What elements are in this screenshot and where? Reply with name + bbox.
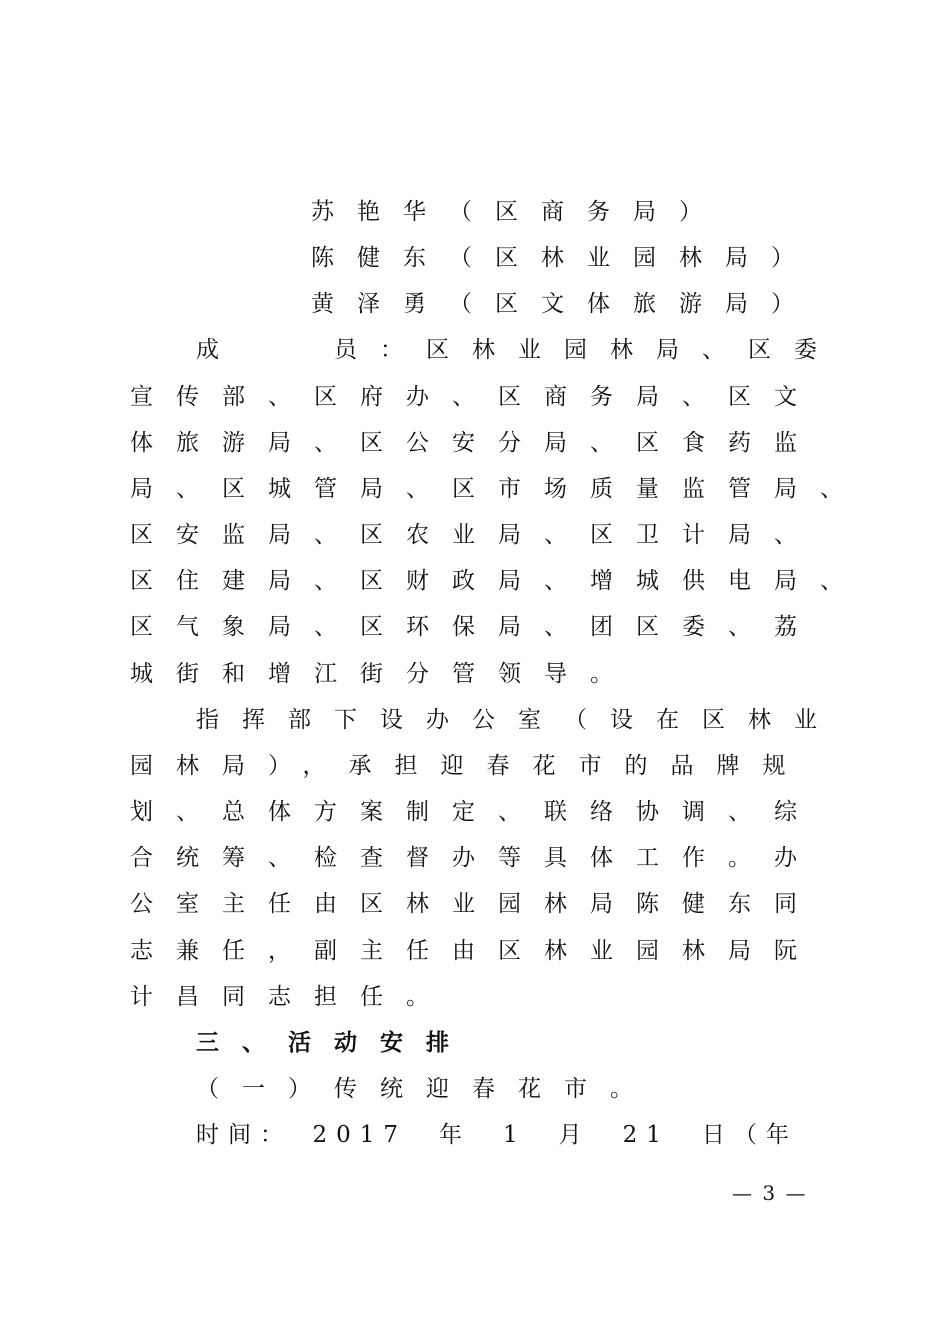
- members-line-8: 城街和增江街分管领导。: [130, 661, 636, 687]
- members-line-4: 局、区城管局、区市场质量监管局、: [130, 476, 866, 502]
- members-line-6: 区住建局、区财政局、增城供电局、: [130, 568, 866, 594]
- office-line-1: 指挥部下设办公室（设在区林业: [196, 707, 840, 733]
- subsection-heading: （一）传统迎春花市。: [196, 1076, 656, 1102]
- members-line-2: 宣传部、区府办、区商务局、区文: [130, 384, 820, 410]
- deputy-leader-1: 苏艳华（区商务局）: [311, 199, 725, 225]
- deputy-leader-2: 陈健东（区林业园林局）: [311, 245, 817, 271]
- office-line-6: 志兼任，副主任由区林业园林局阮: [130, 938, 820, 964]
- time-line: 时间： 2017 年 1 月 21 日（年: [196, 1122, 798, 1148]
- section-heading: 三、活动安排: [196, 1029, 472, 1056]
- members-line-3: 体旅游局、区公安分局、区食药监: [130, 430, 820, 456]
- office-line-3: 划、总体方案制定、联络协调、综: [130, 799, 820, 825]
- members-line-1: 成 员：区林业园林局、区委: [196, 337, 840, 363]
- office-line-2: 园林局），承担迎春花市的品牌规: [130, 753, 809, 779]
- deputy-leader-3: 黄泽勇（区文体旅游局）: [311, 291, 817, 317]
- members-line-5: 区安监局、区农业局、区卫计局、: [130, 522, 820, 548]
- members-line-7: 区气象局、区环保局、团区委、荔: [130, 614, 820, 640]
- office-line-5: 公室主任由区林业园林局陈健东同: [130, 891, 820, 917]
- office-line-7: 计昌同志担任。: [130, 984, 452, 1010]
- page-number: — 3 —: [732, 1181, 808, 1205]
- office-line-4: 合统筹、检查督办等具体工作。办: [130, 845, 820, 871]
